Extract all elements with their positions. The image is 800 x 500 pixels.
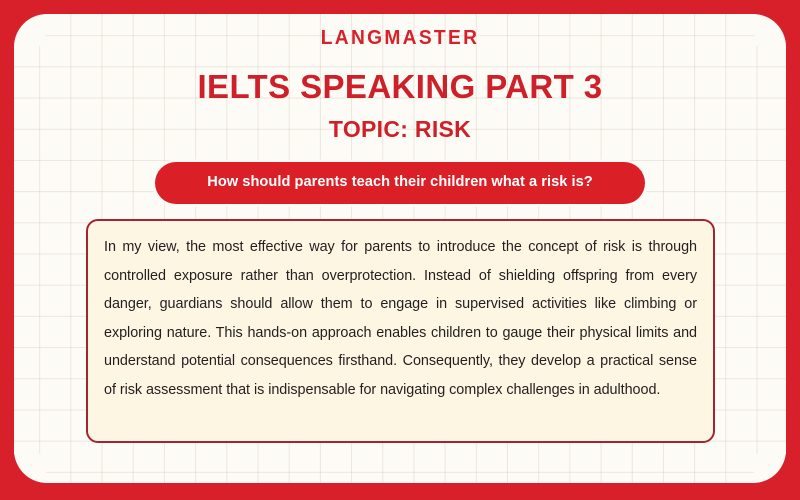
answer-paragraph: In my view, the most effective way for parents to introduce the concept of risk is through controlled exposure rather than overprotection. Instead of shielding offspring from every danger, guardians should allow them to engage in supervised activities like climbing or exploring nature. This hands-on approach enables children to gauge their physical limits and understand potential consequences firsthand. Consequently, they develop a practical sense of risk assessment that is indispensable for navigating complex challenges in adulthood. bbox=[104, 239, 697, 398]
question-banner bbox=[155, 162, 645, 204]
question-text: How should parents teach their children what a risk is? bbox=[207, 174, 593, 191]
page-subtitle-topic: TOPIC: RISK bbox=[328, 116, 472, 142]
answer-card bbox=[86, 219, 715, 443]
page-title: IELTS SPEAKING PART 3 bbox=[197, 68, 603, 105]
brand-logo-langmaster: LANGMASTER bbox=[320, 27, 480, 49]
